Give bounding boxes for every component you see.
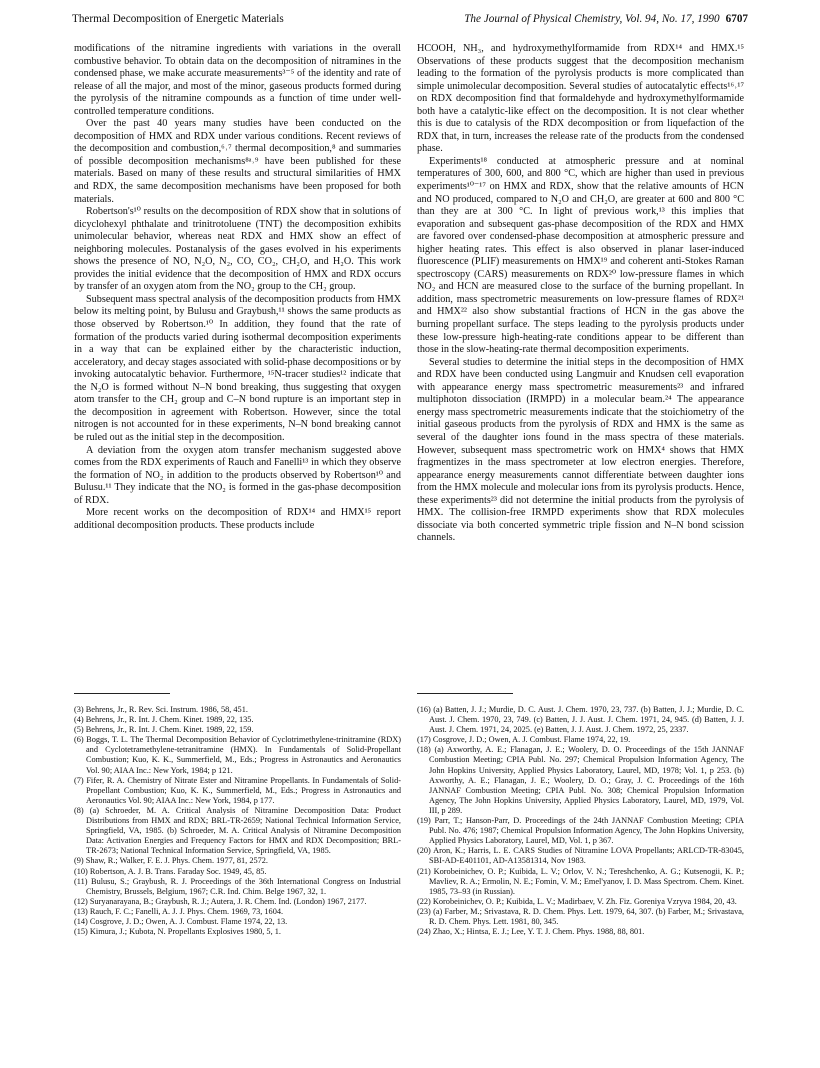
- journal-citation: [464, 10, 748, 28]
- reference-item: (13) Rauch, F. C.; Fanelli, A. J. J. Phys. Chem. 1969, 73, 1604.: [74, 906, 284, 916]
- reference-item: (7) Fifer, R. A. Chemistry of Nitrate Ester and Nitramine Propellants. In Fundamentals of Solid-Propellant Combustion; Kuo, K. K., Summerfield, M., Eds.; Progress in Astronautics and Aeronautics Vol. 90; AIAA Inc.: New York, 1984, p 177.: [74, 775, 401, 805]
- article-running-title: Thermal Decomposition of Energetic Materials: [72, 13, 284, 25]
- paragraph: A deviation from the oxygen atom transfer mechanism suggested above comes from the RDX experiments of Rauch and Fanelli¹³ in which they observe the formation of NO₂ in addition to the products observed by Robertson¹⁰ and Bulusu.¹¹ They indicate that the NO₂ is formed in the gas-phase decomposition of RDX.: [74, 444, 401, 506]
- reference-item: (9) Shaw, R.; Walker, F. E. J. Phys. Chem. 1977, 81, 2572.: [74, 856, 268, 866]
- reference-item: (10) Robertson, A. J. B. Trans. Faraday Soc. 1949, 45, 85.: [74, 866, 267, 876]
- reference-item: (3) Behrens, Jr., R. Rev. Sci. Instrum. 1986, 58, 451.: [74, 705, 248, 714]
- footnote-divider: [74, 693, 170, 694]
- paragraph: Subsequent mass spectral analysis of the decomposition products from HMX below its melting point, by Bulusu and Graybush,¹¹ shows the same products as those observed by Robertson.¹⁰ In addition, they found that the rate of formation of the products varied during isothermal decomposition experiments in a way that can be explained either by the characteristic induction, acceleratory, and decay stages associated with solid-phase decompositions or by invoking autocatalytic behavior. Furthermore, ¹⁵N-tracer studies¹² indicate that the N₂O is formed without N–N bond breaking, thus suggesting that oxygen atom transfer to the CH₂ group and C–N bond rupture is an important step in the decomposition in agreement with Robertson. However, since the total nitrogen is not accounted for in these experiments, N–N bond breaking cannot be ruled out as the initial step in the decomposition.: [74, 293, 401, 443]
- reference-item: (15) Kimura, J.; Kubota, N. Propellants Explosives 1980, 5, 1.: [74, 927, 281, 937]
- reference-item: (22) Korobeinichev, O. P.; Kuibida, L. V.; Madirbaev, V. Zh. Fiz. Goreniya Vzryva 1984, 20, 43.: [417, 896, 737, 906]
- reference-item: (12) Suryanarayana, B.; Graybush, R. J.; Autera, J. R. Chem. Ind. (London) 1967, 2177.: [74, 896, 367, 906]
- paragraph: Experiments¹⁸ conducted at atmospheric pressure and at nominal temperatures of 300, 600, and 800 °C, which are higher than used in previous experiments¹⁰⁻¹⁷ on HMX and RDX, show that the relative amounts of HCN and NO produced, compared to N₂O and CH₂O, are greater at 600 and 800 °C than they are at 300 °C. In light of previous work,¹³ this implies that evaporation and subsequent gas-phase decomposition of the RDX and HMX are favored over condensed-phase decomposition at atmospheric pressure and higher heating rates. This effect is also observed in planar laser-induced fluorescence (PLIF) measurements on HMX¹⁹ and coherent anti-Stokes Raman spectroscopy (CARS) measurements on RDX²⁰ low-pressure flames in which NO₂ and HCN are measured close to the surface of the burning propellant. In addition, mass spectrometric measurements on low-pressure flames of RDX²¹ and HMX²² also show substantial fractions of HCN in the gas above the burning propellant surface. The steps leading to the pyrolysis products under these low-pressure high-heating-rate conditions appear to be different than those in the slow-heating-rate thermal decomposition experiments.: [417, 155, 744, 356]
- reference-item: (19) Parr, T.; Hanson-Parr, D. Proceedings of the 24th JANNAF Combustion Meeting; CPIA Publ. No. 476; 1987; Chemical Propulsion Information Agency, The John Hopkins University, Applied Physics Laboratory, Laurel, MD, Vol. 1, p 367.: [417, 816, 744, 846]
- paragraph: Several studies to determine the initial steps in the decomposition of HMX and RDX have been conducted using Langmuir and Knudsen cell evaporation with appearance energy mass spectrometric measurements²³ and infrared multiphoton dissociation (IRMPD) in a molecular beam.²⁴ The appearance energy mass spectrometric measurements indicate that the stoichiometry of the initial gaseous products from the pyrolysis of RDX and HMX is the same as several of the daughter ions found in the mass spectra of these materials. However, subsequent mass spectrometric work on HMX⁴ shows that HMX fragmentizes in the mass spectrometer at low electron energies. Therefore, appearance energy measurements cannot differentiate between daughter ions from the HMX molecule and molecular ions from its pyrolysis products. Hence, these experiments²³ did not determine the initial products from the pyrolysis of HMX. The collision-free IRMPD experiments show that RDX molecules dissociate via both concerted symmetric triple fission and N–N bond scission channels.: [417, 356, 744, 544]
- reference-item: (11) Bulusu, S.; Graybush, R. J. Proceedings of the 36th International Congress on Industrial Chemistry, Brussels, Belgium, 1967; C.R. Ind. Chim. Belge 1967, 32, 1.: [74, 876, 401, 896]
- reference-item: (4) Behrens, Jr., R. Int. J. Chem. Kinet. 1989, 22, 135.: [74, 715, 254, 725]
- reference-item: (21) Korobeinichev, O. P.; Kuibida, L. V.; Orlov, V. N.; Tereshchenko, A. G.; Kutsenogii, K. P.; Mavliev, R. A.; Ermolin, N. E.; Fomin, V. M.; Emel'yanov, I. D. Mass Spectrom. Chem. Kinet. 1985, 73–93 (in Russian).: [417, 866, 744, 896]
- page-number: 6707: [725, 13, 748, 25]
- body-column-left: [74, 43, 401, 532]
- reference-item: (23) (a) Farber, M.; Srivastava, R. D. Chem. Phys. Lett. 1979, 64, 307. (b) Farber, M.; Srivastava, R. D. Chem. Phys. Lett. 1981, 80, 345.: [417, 906, 744, 926]
- paragraph: Over the past 40 years many studies have been conducted on the decomposition of HMX and RDX under various conditions. Recent reviews of the decomposition and combustion,⁶˒⁷ thermal decomposition,⁸ and summaries of possible decomposition mechanisms⁸ᵃ˒⁹ have been published for these materials. Based on many of these results and structural similarities of HMX and RDX, the same decomposition mechanisms have been proposed for both materials.: [74, 118, 401, 205]
- journal-name: The Journal of Physical Chemistry, Vol. 94, No. 17, 1990: [464, 13, 720, 25]
- reference-item: (20) Aron, K.; Harris, L. E. CARS Studies of Nitramine LOVA Propellants; ARLCD-TR-83045, SBI-AD-E401101, AD-A13581314, Nov 1983.: [417, 846, 744, 866]
- footnote-divider: [417, 693, 513, 694]
- references-left: [74, 705, 401, 937]
- reference-item: (5) Behrens, Jr., R. Int. J. Chem. Kinet. 1989, 22, 159.: [74, 725, 254, 735]
- reference-item: (24) Zhao, X.; Hintsa, E. J.; Lee, Y. T. J. Chem. Phys. 1988, 88, 801.: [417, 927, 645, 937]
- body-column-right: [417, 43, 744, 545]
- reference-item: (18) (a) Axworthy, A. E.; Flanagan, J. E.; Woolery, D. O. Proceedings of the 15th JANNAF Combustion Meeting; CPIA Publ. No. 297; Chemical Propulsion Information Agency, The John Hopkins University, Applied Physics Laboratory, Laurel, MD, 1978; Vol. 1, p 253. (b) Axworthy, A. E.; Flanagan, J. E.; Woolery, D. O.; Gray, J. C. Proceedings of the 16th JANNAF Combustion Meeting; CPIA Publ. No. 308; Chemical Propulsion Information Agency, The John Hopkins University, Applied Physics Laboratory, Laurel, MD, 1979, Vol. III, p 289.: [417, 745, 744, 815]
- references-right: [417, 705, 744, 937]
- reference-item: (8) (a) Schroeder, M. A. Critical Analysis of Nitramine Decomposition Data: Product Distributions from HMX and RDX; BRL-TR-2659; National Technical Information Service, Springfield, VA, 1985. (b) Schroeder, M. A. Critical Analysis of Nitramine Decomposition Data: Activation Energies and Frequency Factors for HMX and RDX Decomposition; BRL-TR-2673; National Technical Information Service, Springfield, VA, 1985.: [74, 805, 401, 856]
- reference-item: (14) Cosgrove, J. D.; Owen, A. J. Combust. Flame 1974, 22, 13.: [74, 916, 288, 926]
- reference-item: (6) Boggs, T. L. The Thermal Decomposition Behavior of Cyclotrimethylene-trinitramine (RDX) and Cyclotetramethylene-tetranitramine (HMX). In Fundamentals of Solid-Propellant Combustion; Kuo, K. K., Summerfield, M., Eds.; Progress in Astronautics and Aeronautics Vol. 90; AIAA Inc.: New York, 1984; p 121.: [74, 735, 401, 775]
- paragraph: HCOOH, NH₃, and hydroxymethylformamide from RDX¹⁴ and HMX.¹⁵ Observations of these products suggest that the decomposition mechanism leading to the formation of the pyrolysis products is more complicated than simple unimolecular decomposition. Several studies of autocatalytic effects¹⁶˒¹⁷ on RDX decomposition find that formaldehyde and hydroxymethylformamide both have a catalytic-like effect on the decomposition. It is not clear whether this is due to catalysis of the RDX decomposition or from liquefaction of the RDX that, in turn, increases the release rate of the products from the condensed phase.: [417, 43, 744, 155]
- paragraph: Robertson's¹⁰ results on the decomposition of RDX show that in solutions of dicyclohexyl phthalate and trinitrotoluene (TNT) the decomposition exhibits unimolecular behavior, whereas neat RDX and HMX show an effect of neighboring molecules. Postanalysis of the gases evolved in his experiments shows the presence of NO, N₂O, N₂, CO, CO₂, CH₂O, and H₂O. This work provides the initial evidence that the decomposition of HMX and RDX occurs by transfer of an oxygen atom from the NO₂ group to the CH₂ group.: [74, 206, 401, 293]
- paragraph: More recent works on the decomposition of RDX¹⁴ and HMX¹⁵ report additional decomposition products. These products include: [74, 507, 401, 531]
- paragraph: modifications of the nitramine ingredients with variations in the overall combustive behavior. To obtain data on the decomposition of nitramines in the condensed phase, we make accurate measurements³⁻⁵ of the identity and rate of release of all the major, and most of the minor, gaseous products formed during the pyrolysis of the nitramine compounds as a function of time under well-controlled temperature conditions.: [74, 43, 401, 117]
- reference-item: (16) (a) Batten, J. J.; Murdie, D. C. Aust. J. Chem. 1970, 23, 737. (b) Batten, J. J.; Murdie, D. C. Aust. J. Chem. 1970, 23, 749. (c) Batten, J. J. Aust. J. Chem. 1971, 24, 945. (d) Batten, J. J. Aust. J. Chem. 1971, 24, 2025. (e) Batten, J. J. Aust. J. Chem. 1972, 25, 2337.: [417, 705, 744, 735]
- running-header: [72, 10, 748, 28]
- reference-item: (17) Cosgrove, J. D.; Owen, A. J. Combust. Flame 1974, 22, 19.: [417, 735, 631, 745]
